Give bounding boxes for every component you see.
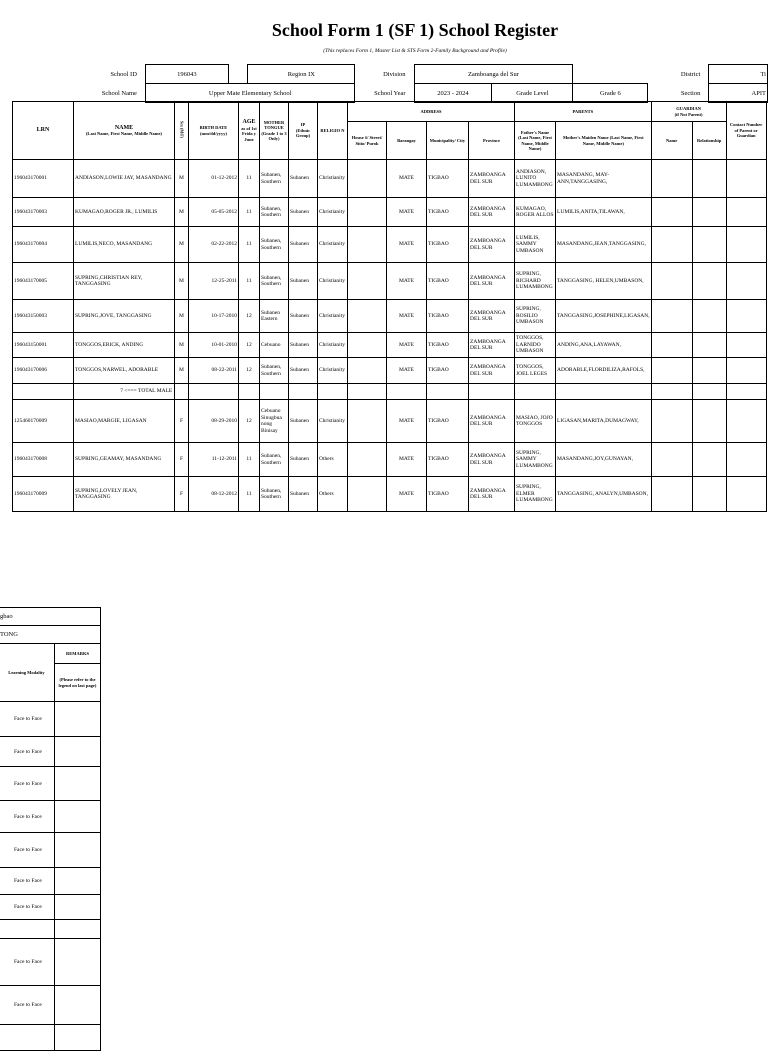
cell-mother: MASANDANG, MAY-ANN,TANGGASING, xyxy=(556,160,652,198)
cell-father: KUMAGAO, ROGER ALLOS xyxy=(515,198,556,227)
cell-father: SUPRING, SAMMY LUMAMBONG xyxy=(515,443,556,477)
cell-religion: Christianity xyxy=(318,400,348,443)
learning-modality-cell: Face to Face xyxy=(0,986,55,1025)
cell-religion: Christianity xyxy=(318,300,348,333)
cell-age: 12 xyxy=(239,300,260,333)
cell-sex: F xyxy=(175,443,189,477)
parents-header: PARENTS xyxy=(515,102,652,122)
cell-tongue: Cebuano Sinugbua nong Binisay xyxy=(260,400,289,443)
cell-sex: M xyxy=(175,160,189,198)
cell-barangay: MATE xyxy=(387,443,427,477)
cell-age: 12 xyxy=(239,358,260,384)
remarks-cell xyxy=(55,1025,101,1051)
grade-level-label: Grade Level xyxy=(492,84,573,103)
cell-municipality: TIGBAO xyxy=(427,300,469,333)
student-row xyxy=(13,333,767,358)
cell-mother: MASANDANG,JOY,GUNAYAN, xyxy=(556,443,652,477)
remarks-cell xyxy=(55,895,101,920)
cell-father: TONGGOS, JOEL LEGES xyxy=(515,358,556,384)
cell-municipality: TIGBAO xyxy=(427,227,469,263)
cell-lrn: 196043170005 xyxy=(13,263,74,300)
learning-modality-cell: Face to Face xyxy=(0,801,55,833)
cell-province: ZAMBOANGA DEL SUR xyxy=(469,358,515,384)
cell-barangay: MATE xyxy=(387,300,427,333)
cell-religion: Others xyxy=(318,477,348,512)
cell-municipality: TIGBAO xyxy=(427,477,469,512)
cell-ip: Subanen xyxy=(289,160,318,198)
learning-modality-cell: Face to Face xyxy=(0,833,55,868)
school-id-label: School ID xyxy=(110,70,137,78)
cell-lrn: 196043170006 xyxy=(13,358,74,384)
cell-ip: Subanen xyxy=(289,358,318,384)
cell-name: MASIAO,MARGIE, LIGASAN xyxy=(74,400,175,443)
cell-sex: M xyxy=(175,227,189,263)
cell-tongue: Subanen, Southern xyxy=(260,198,289,227)
division-label: Division xyxy=(383,70,406,78)
cell-province: ZAMBOANGA DEL SUR xyxy=(469,300,515,333)
cell-house xyxy=(348,198,387,227)
grade-level-value: Grade 6 xyxy=(573,84,648,103)
cell-municipality: TIGBAO xyxy=(427,443,469,477)
student-row xyxy=(13,300,767,333)
cell-house xyxy=(348,477,387,512)
ip-header: IP (Ethnic Group) xyxy=(289,102,318,160)
remarks-cell xyxy=(55,939,101,986)
religion-header: RELIGIO N xyxy=(318,102,348,160)
cell-lrn: 196043170004 xyxy=(13,227,74,263)
cell-province: ZAMBOANGA DEL SUR xyxy=(469,227,515,263)
contact-header: Contact Number of Parent or Guardian xyxy=(726,102,766,160)
cell-age: 11 xyxy=(239,227,260,263)
cell-tongue: Subanen, Southern xyxy=(260,358,289,384)
cell-mother: LUMILIS,ANITA,TILAWAN, xyxy=(556,198,652,227)
cell-barangay: MATE xyxy=(387,160,427,198)
cell-house xyxy=(348,443,387,477)
cell-mother: TANGGASING, ANALYN,UMBASON, xyxy=(556,477,652,512)
district-continuation: gbao xyxy=(0,608,101,626)
cell-mother: MASANDANG,JEAN,TANGGASING, xyxy=(556,227,652,263)
student-row xyxy=(13,160,767,198)
cell-ip: Subanen xyxy=(289,333,318,358)
school-year-label: School Year xyxy=(374,89,406,97)
cell-birth: 10-01-2010 xyxy=(189,333,239,358)
cell-ip: Subanen xyxy=(289,263,318,300)
register-table xyxy=(12,101,767,512)
remarks-cell xyxy=(55,737,101,767)
cell-house xyxy=(348,227,387,263)
section-value: APIT xyxy=(709,84,768,103)
cell-mother: LIGASAN,MARITA,DUMAGWAY, xyxy=(556,400,652,443)
cell-barangay: MATE xyxy=(387,198,427,227)
cell-municipality: TIGBAO xyxy=(427,198,469,227)
total-male-row: 7 <=== TOTAL MALE xyxy=(13,384,767,400)
cell-lrn: 125460170009 xyxy=(13,400,74,443)
cell-sex: M xyxy=(175,333,189,358)
cell-municipality: TIGBAO xyxy=(427,333,469,358)
cell-religion: Christianity xyxy=(318,160,348,198)
cell-municipality: TIGBAO xyxy=(427,400,469,443)
guardian-name-header: Name xyxy=(651,122,692,160)
cell-mother: ADORABLE,FLORDILIZA,RAFOLS, xyxy=(556,358,652,384)
region-label: Region IX xyxy=(248,65,355,84)
learning-modality-cell: Face to Face xyxy=(0,702,55,737)
cell-age: 11 xyxy=(239,198,260,227)
guardian-relationship-header: Relationship xyxy=(692,122,726,160)
remarks-cell xyxy=(55,868,101,895)
remarks-side-table xyxy=(0,607,101,1051)
cell-name: SUPRING,GEAMAY, MASANDANG xyxy=(74,443,175,477)
barangay-header: Barangay xyxy=(387,122,427,160)
cell-ip: Subanen xyxy=(289,300,318,333)
cell-birth: 01-12-2012 xyxy=(189,160,239,198)
learning-modality-cell: Face to Face xyxy=(0,895,55,920)
cell-sex: F xyxy=(175,477,189,512)
cell-father: MASIAO, JOJO TONGGOS xyxy=(515,400,556,443)
address-header: ADDRESS xyxy=(348,102,515,122)
cell-name: SUPRING,LOVELY JEAN, TANGGASING xyxy=(74,477,175,512)
cell-barangay: MATE xyxy=(387,263,427,300)
district-label: District xyxy=(680,70,701,78)
cell-barangay: MATE xyxy=(387,400,427,443)
cell-father: ANDIASON, LUNITO LUMAMBONG xyxy=(515,160,556,198)
district-value: Ti xyxy=(709,65,768,84)
cell-ip: Subanen xyxy=(289,227,318,263)
cell-father: LUMILIS, SAMMY UMBASON xyxy=(515,227,556,263)
cell-age: 12 xyxy=(239,400,260,443)
cell-barangay: MATE xyxy=(387,333,427,358)
cell-house xyxy=(348,358,387,384)
learning-modality-cell xyxy=(0,1025,55,1051)
cell-lrn: 196043170003 xyxy=(13,198,74,227)
section-label: Section xyxy=(680,89,701,97)
cell-age: 11 xyxy=(239,477,260,512)
school-info-table xyxy=(12,64,768,103)
cell-province: ZAMBOANGA DEL SUR xyxy=(469,160,515,198)
cell-birth: 08-29-2010 xyxy=(189,400,239,443)
cell-name: TONGGOS,NARWEL, ADORABLE xyxy=(74,358,175,384)
cell-name: LUMILIS,NECO, MASANDANG xyxy=(74,227,175,263)
father-header: Father's Name (Last Name, First Name, Middle Name) xyxy=(515,122,556,160)
learning-modality-cell: Face to Face xyxy=(0,868,55,895)
cell-ip: Subanen xyxy=(289,400,318,443)
cell-province: ZAMBOANGA DEL SUR xyxy=(469,400,515,443)
cell-municipality: TIGBAO xyxy=(427,358,469,384)
remarks-cell xyxy=(55,920,101,939)
lrn-header: LRN xyxy=(13,102,74,160)
cell-mother: TANGGASING,JOSEPHINE,LIGASAN, xyxy=(556,300,652,333)
remarks-cell xyxy=(55,986,101,1025)
school-id-value: 196043 xyxy=(145,65,228,84)
student-row xyxy=(13,443,767,477)
learning-modality-cell: Face to Face xyxy=(0,767,55,801)
cell-tongue: Subanen, Southern xyxy=(260,443,289,477)
cell-father: SUPRING, ROSILIO UMBASON xyxy=(515,300,556,333)
cell-religion: Christianity xyxy=(318,358,348,384)
cell-municipality: TIGBAO xyxy=(427,263,469,300)
student-row xyxy=(13,227,767,263)
cell-father: TONGGOS, LARNIDO UMBASON xyxy=(515,333,556,358)
cell-mother: TANGGASING, HELEN,UMBASON, xyxy=(556,263,652,300)
cell-ip: Subanen xyxy=(289,443,318,477)
cell-sex: M xyxy=(175,358,189,384)
cell-name: KUMAGAO,ROGER JR., LUMILIS xyxy=(74,198,175,227)
cell-age: 11 xyxy=(239,443,260,477)
cell-father: SUPRING, ELMER LUMAMBONG xyxy=(515,477,556,512)
cell-barangay: MATE xyxy=(387,227,427,263)
guardian-header: GUARDIAN (if Not Parent) xyxy=(651,102,726,122)
cell-house xyxy=(348,300,387,333)
cell-lrn: 196043170008 xyxy=(13,443,74,477)
name-header: NAME (Last Name, First Name, Middle Name) xyxy=(74,102,175,160)
cell-name: SUPRING,CHRISTIAN REY, TANGGASING xyxy=(74,263,175,300)
mother-header: Mother's Maiden Name (Last Name, First Name, Middle Name) xyxy=(556,122,652,160)
cell-barangay: MATE xyxy=(387,358,427,384)
municipality-header: Municipality/ City xyxy=(427,122,469,160)
cell-sex: M xyxy=(175,300,189,333)
remarks-legend-note: (Please refer to the legend on last page) xyxy=(55,664,101,702)
cell-sex: F xyxy=(175,400,189,443)
cell-religion: Christianity xyxy=(318,263,348,300)
cell-religion: Christianity xyxy=(318,198,348,227)
cell-birth: 02-22-2012 xyxy=(189,227,239,263)
cell-house xyxy=(348,400,387,443)
cell-sex: M xyxy=(175,263,189,300)
cell-name: TONGGOS,ERICK, ANDING xyxy=(74,333,175,358)
learning-modality-cell: Face to Face xyxy=(0,939,55,986)
cell-birth: 08-22-2011 xyxy=(189,358,239,384)
cell-ip: Subanen xyxy=(289,477,318,512)
province-header: Province xyxy=(469,122,515,160)
cell-tongue: Subanen Eastern xyxy=(260,300,289,333)
age-header: AGE as of 1st Frida y June xyxy=(239,102,260,160)
remarks-cell xyxy=(55,833,101,868)
remarks-cell xyxy=(55,801,101,833)
cell-house xyxy=(348,263,387,300)
cell-religion: Others xyxy=(318,443,348,477)
page-subtitle: (This replaces Form 1, Master List & STS Form 2-Family Background and Profile) xyxy=(323,48,507,54)
birth-date-header: BIRTH DATE (mm/dd/yyyy) xyxy=(189,102,239,160)
student-row xyxy=(13,358,767,384)
cell-lrn: 196043170001 xyxy=(13,160,74,198)
cell-barangay: MATE xyxy=(387,477,427,512)
cell-tongue: Subanen, Southern xyxy=(260,477,289,512)
cell-name: ANDIASON,LOWIE JAY, MASANDANG xyxy=(74,160,175,198)
school-name-label: School Name xyxy=(101,89,137,97)
cell-mother: ANDING,ANA,LAYAWAN, xyxy=(556,333,652,358)
cell-birth: 05-05-2012 xyxy=(189,198,239,227)
student-row xyxy=(13,263,767,300)
cell-name: SUPRING,JOVE, TANGGASING xyxy=(74,300,175,333)
cell-municipality: TIGBAO xyxy=(427,160,469,198)
cell-province: ZAMBOANGA DEL SUR xyxy=(469,333,515,358)
cell-province: ZAMBOANGA DEL SUR xyxy=(469,477,515,512)
school-name-value: Upper Mate Elementary School xyxy=(145,84,355,103)
cell-birth: 12-25-2011 xyxy=(189,263,239,300)
school-year-value: 2023 - 2024 xyxy=(414,84,492,103)
learning-modality-header: Learning Modality xyxy=(0,644,55,702)
cell-ip: Subanen xyxy=(289,198,318,227)
cell-tongue: Subanen, Southern xyxy=(260,263,289,300)
cell-religion: Christianity xyxy=(318,333,348,358)
cell-age: 11 xyxy=(239,160,260,198)
cell-birth: 10-17-2010 xyxy=(189,300,239,333)
remarks-cell xyxy=(55,702,101,737)
cell-tongue: Subanen, Southern xyxy=(260,160,289,198)
house-header: House #/ Street/ Sitio/ Purok xyxy=(348,122,387,160)
mother-tongue-header: MOTHER TONGUE (Grade 1 to 3 Only) xyxy=(260,102,289,160)
cell-tongue: Subanen, Southern xyxy=(260,227,289,263)
cell-lrn: 196043150001 xyxy=(13,333,74,358)
student-row xyxy=(13,198,767,227)
student-row xyxy=(13,477,767,512)
section-continuation: TONG xyxy=(0,626,101,644)
cell-age: 12 xyxy=(239,333,260,358)
sex-header: Sex (M/F) xyxy=(175,102,189,160)
cell-lrn: 196043150003 xyxy=(13,300,74,333)
cell-birth: 11-12-2011 xyxy=(189,443,239,477)
division-value: Zamboanga del Sur xyxy=(414,65,573,84)
cell-sex: M xyxy=(175,198,189,227)
remarks-cell xyxy=(55,767,101,801)
remarks-header: REMARKS xyxy=(55,644,101,664)
cell-religion: Christianity xyxy=(318,227,348,263)
learning-modality-cell: Face to Face xyxy=(0,737,55,767)
cell-tongue: Cebuano xyxy=(260,333,289,358)
cell-province: ZAMBOANGA DEL SUR xyxy=(469,263,515,300)
cell-house xyxy=(348,333,387,358)
cell-father: SUPRING, RICHARD LUMAMBONG xyxy=(515,263,556,300)
cell-province: ZAMBOANGA DEL SUR xyxy=(469,198,515,227)
cell-house xyxy=(348,160,387,198)
cell-lrn: 196043170009 xyxy=(13,477,74,512)
learning-modality-cell xyxy=(0,920,55,939)
cell-province: ZAMBOANGA DEL SUR xyxy=(469,443,515,477)
page-title: School Form 1 (SF 1) School Register xyxy=(271,20,559,40)
student-row xyxy=(13,400,767,443)
cell-age: 11 xyxy=(239,263,260,300)
cell-birth: 08-12-2012 xyxy=(189,477,239,512)
